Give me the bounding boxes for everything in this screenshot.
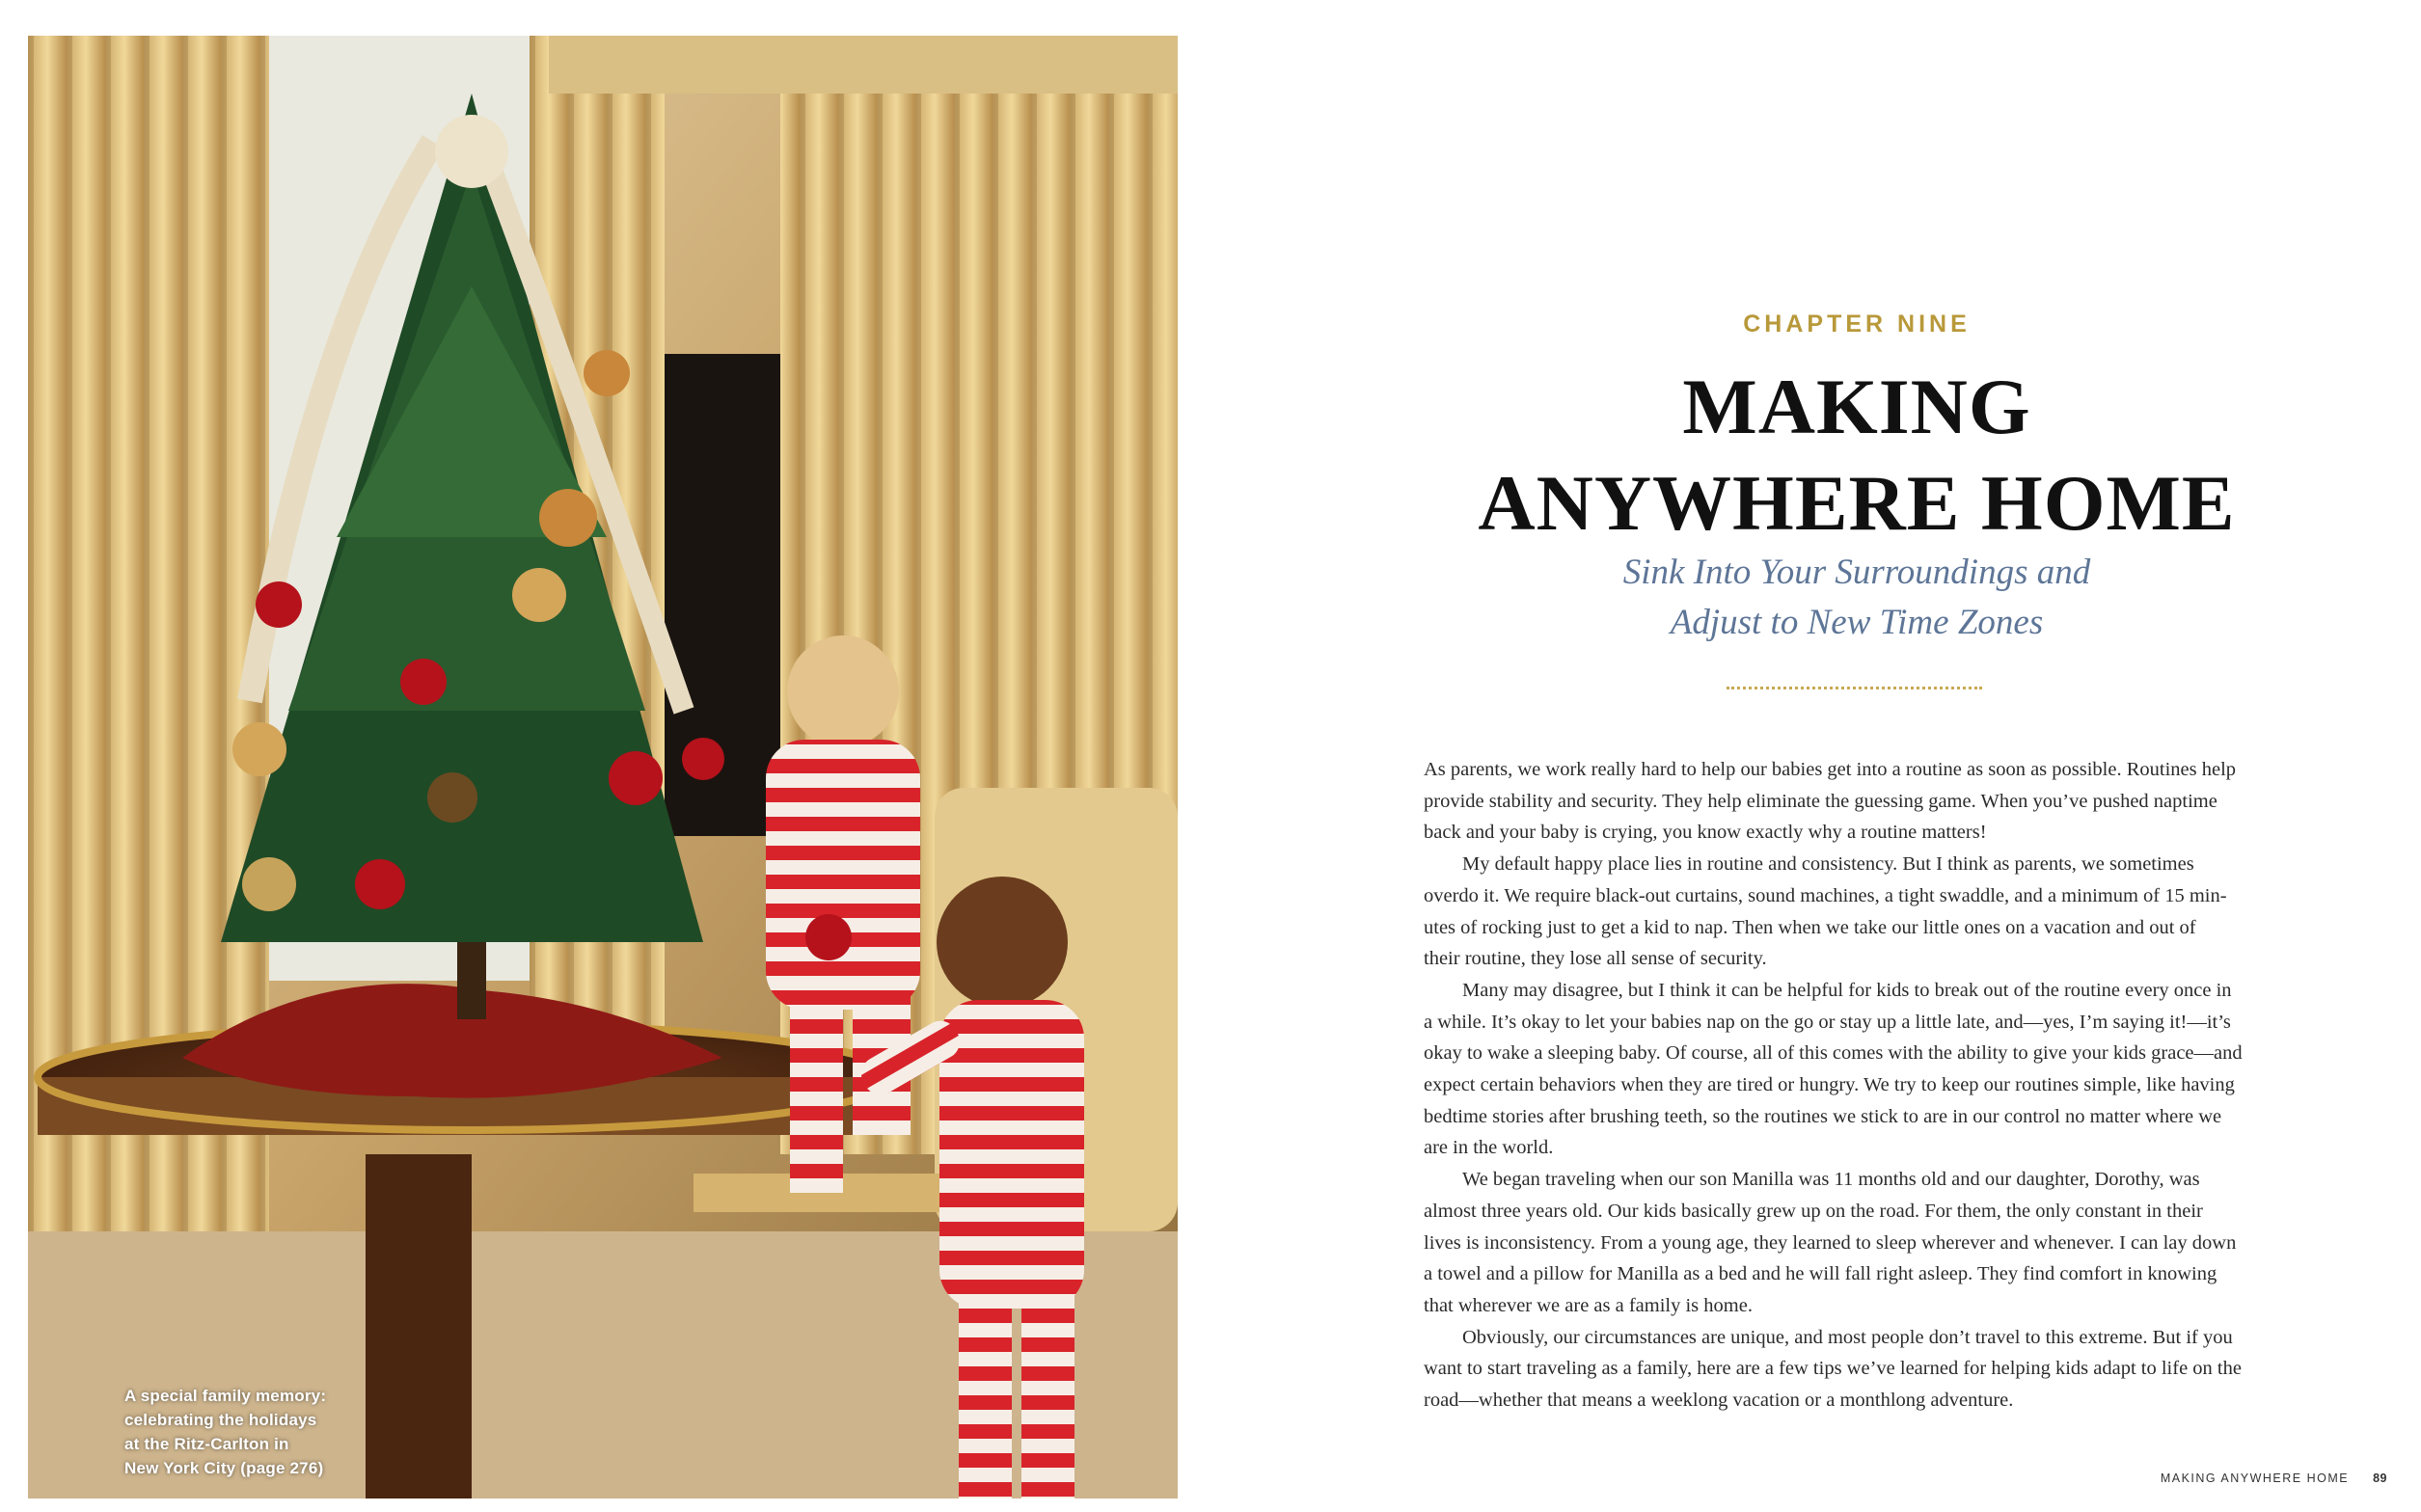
- page-number: 89: [2373, 1472, 2387, 1485]
- body-line: bedtime stories after brushing teeth, so the routines we stick to are in our control no matter where we: [1424, 1105, 2222, 1127]
- photo-illustration: [28, 36, 1178, 1498]
- dotted-divider: [1727, 687, 1982, 689]
- body-line: that wherever we are as a family is home.: [1424, 1294, 1753, 1316]
- chapter-subtitle-line: Sink Into Your Surroundings and: [1622, 553, 2091, 592]
- caption-line: A special family memory:: [124, 1387, 327, 1405]
- chapter-label: CHAPTER NINE: [1743, 310, 1971, 338]
- christmas-photo: [28, 36, 1178, 1498]
- body-line: provide stability and security. They help eliminate the guessing game. When you’ve pushed naptime: [1424, 790, 2217, 812]
- body-line: their routine, they lose all sense of security.: [1424, 948, 1767, 970]
- body-line: Obviously, our circumstances are unique, and most people don’t travel to this extreme. But if you: [1462, 1326, 2233, 1348]
- caption-line: at the Ritz-Carlton in: [124, 1435, 289, 1453]
- chapter-title-line: MAKING: [1682, 363, 2031, 450]
- caption-line: celebrating the holidays: [124, 1411, 317, 1429]
- body-line: expect certain behaviors when they are tired or hungry. We try to keep our routines simple, like having: [1424, 1074, 2235, 1096]
- chapter-title: [1428, 359, 2286, 552]
- body-line: almost three years old. Our kids basically grew up on the road. For them, the only constant in their: [1424, 1200, 2203, 1222]
- body-line: are in the world.: [1424, 1137, 1554, 1159]
- body-line: okay to wake a sleeping baby. Of course, all of this comes with the ability to give your kids grace—and: [1424, 1042, 2243, 1065]
- body-line: My default happy place lies in routine and consistency. But I think as parents, we sometimes: [1462, 853, 2194, 876]
- body-line: a towel and a pillow for Manilla as a bed and he will fall right asleep. They find comfort in knowing: [1424, 1263, 2217, 1285]
- body-line: back and your baby is crying, you know exactly why a routine matters!: [1424, 822, 1987, 844]
- body-line: a while. It’s okay to let your babies nap on the go or stay up a little late, and—yes, I’m saying it!—it’s: [1424, 1011, 2231, 1033]
- page-footer: [2161, 1472, 2387, 1485]
- body-line: overdo it. We require black-out curtains, sound machines, a tight swaddle, and a minimum of 15 min-: [1424, 884, 2227, 906]
- running-head: MAKING ANYWHERE HOME: [2160, 1472, 2350, 1485]
- body-line: want to start traveling as a family, here are a few tips we’ve learned for helping kids adapt to life on the: [1424, 1358, 2242, 1380]
- body-line: lives is inconsistency. From a young age, they learned to sleep wherever and whenever. I can lay down: [1424, 1231, 2237, 1254]
- caption-line: New York City (page 276): [124, 1459, 324, 1477]
- body-line: As parents, we work really hard to help our babies get into a routine as soon as possible. Routines help: [1424, 759, 2237, 780]
- body-text: [1424, 754, 2292, 1417]
- photo-caption: [124, 1384, 356, 1480]
- body-line: We began traveling when our son Manilla was 11 months old and our daughter, Dorothy, was: [1462, 1169, 2200, 1191]
- body-line: Many may disagree, but I think it can be helpful for kids to break out of the routine every once in: [1462, 979, 2232, 1001]
- chapter-title-line: ANYWHERE HOME: [1478, 459, 2236, 547]
- chapter-subtitle-line: Adjust to New Time Zones: [1670, 603, 2044, 642]
- body-line: utes of rocking just to get a kid to nap. Then when we take our little ones on a vacation and out of: [1424, 916, 2196, 938]
- body-line: road—whether that means a weeklong vacation or a monthlong adventure.: [1424, 1390, 2014, 1412]
- chapter-subtitle: [1428, 548, 2286, 648]
